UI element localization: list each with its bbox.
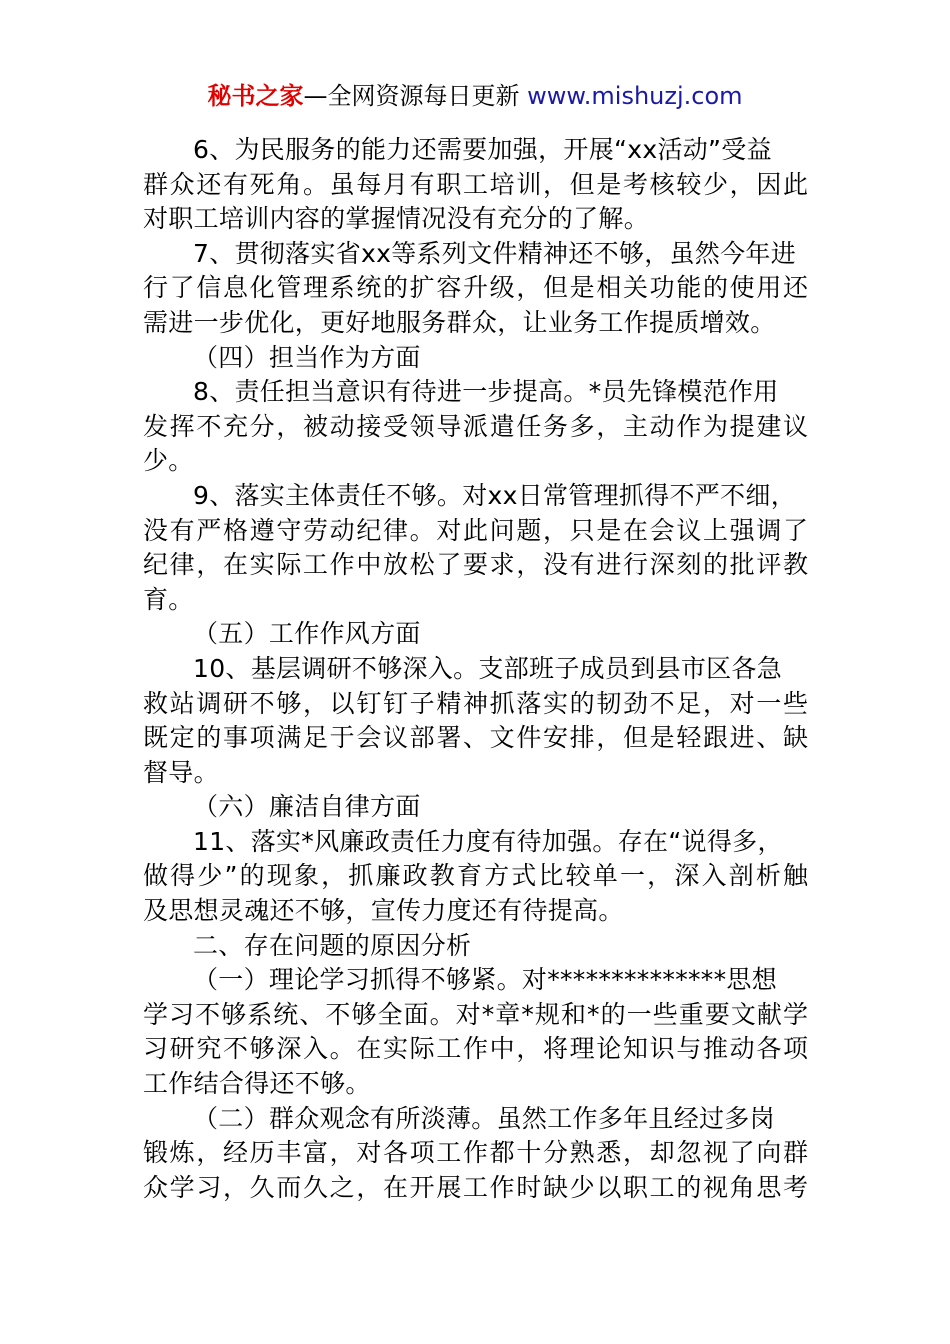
text-line-28: 工作结合得还不够。 <box>143 1069 371 1099</box>
text-line-18: 既定的事项满足于会议部署、文件安排，但是轻跟进、缺 <box>143 723 808 753</box>
text-line-14: 育。 <box>143 584 194 614</box>
header-url[interactable]: www.mishuzj.com <box>527 82 743 110</box>
text-line-23: 及思想灵魂还不够，宣传力度还有待提高。 <box>143 896 624 926</box>
page-header <box>0 80 950 112</box>
text-line-10: 少。 <box>143 446 194 476</box>
header-tagline: —全网资源每日更新 <box>303 82 528 110</box>
text-line-4: 7、贯彻落实省xx等系列文件精神还不够，虽然今年进 <box>193 238 796 268</box>
text-line-26: 学习不够系统、不够全面。对*章*规和*的一些重要文献学 <box>143 999 808 1029</box>
section-heading-5: （五）工作作风方面 <box>193 619 421 649</box>
text-line-12: 没有严格遵守劳动纪律。对此问题，只是在会议上强调了 <box>143 515 808 545</box>
text-line-1: 6、为民服务的能力还需要加强，开展“xx活动”受益 <box>193 135 772 164</box>
text-line-22: 做得少”的现象，抓廉政教育方式比较单一，深入剖析触 <box>143 861 808 891</box>
text-line-30: 锻炼，经历丰富，对各项工作都十分熟悉，却忽视了向群 <box>143 1138 808 1168</box>
document-body <box>143 133 808 1205</box>
text-line-6: 需进一步优化，更好地服务群众，让业务工作提质增效。 <box>143 307 776 337</box>
text-line-27: 习研究不够深入。在实际工作中，将理论知识与推动各项 <box>143 1034 808 1064</box>
text-line-13: 纪律，在实际工作中放松了要求，没有进行深刻的批评教 <box>143 550 808 580</box>
text-line-9: 发挥不充分，被动接受领导派遣任务多，主动作为提建议 <box>143 411 808 441</box>
text-line-11: 9、落实主体责任不够。对xx日常管理抓得不严不细， <box>193 480 796 510</box>
header-brand: 秘书之家 <box>207 82 304 110</box>
text-line-21: 11、落实*风廉政责任力度有待加强。存在“说得多， <box>193 826 783 856</box>
chapter-heading-2: 二、存在问题的原因分析 <box>193 930 472 960</box>
text-line-16: 10、基层调研不够深入。支部班子成员到县市区各急 <box>193 653 783 683</box>
section-heading-4: （四）担当作为方面 <box>193 342 421 372</box>
text-line-25: （一）理论学习抓得不够紧。对**************思想 <box>193 965 778 995</box>
text-line-5: 行了信息化管理系统的扩容升级，但是相关功能的使用还 <box>143 273 808 303</box>
text-line-17: 救站调研不够，以钉钉子精神抓落实的韧劲不足，对一些 <box>143 688 808 718</box>
text-line-2: 群众还有死角。虽每月有职工培训，但是考核较少，因此 <box>143 169 808 199</box>
text-line-31: 众学习，久而久之，在开展工作时缺少以职工的视角思考 <box>143 1172 808 1202</box>
text-line-8: 8、责任担当意识有待进一步提高。*员先锋模范作用 <box>193 377 779 407</box>
text-line-3: 对职工培训内容的掌握情况没有充分的了解。 <box>143 204 650 234</box>
text-line-29: （二）群众观念有所淡薄。虽然工作多年且经过多岗 <box>193 1103 775 1133</box>
section-heading-6: （六）廉洁自律方面 <box>193 792 421 822</box>
text-line-19: 督导。 <box>143 757 219 787</box>
